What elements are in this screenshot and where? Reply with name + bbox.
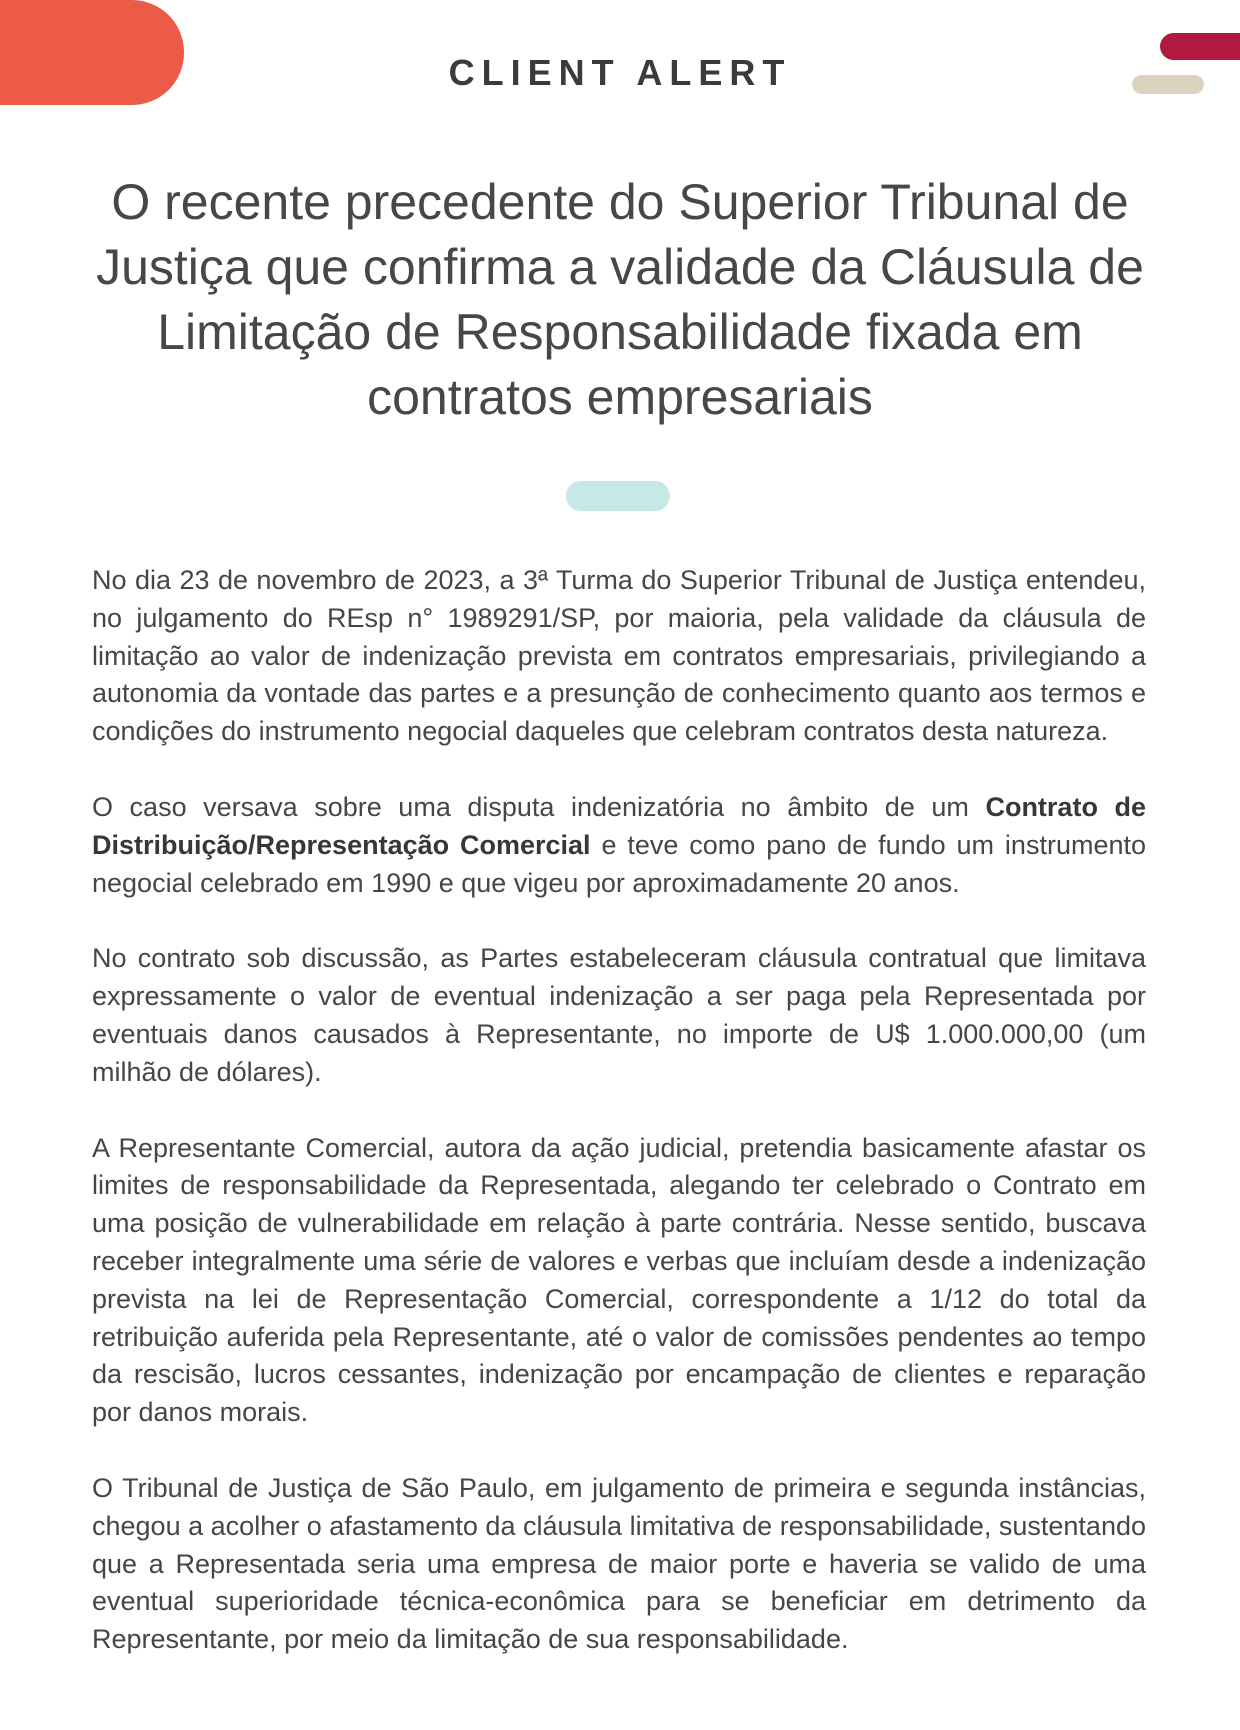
- paragraph-2: [92, 789, 1146, 902]
- paragraph-3: No contrato sob discussão, as Partes estabeleceram cláusula contratual que limitava expressamente o valor de eventual indenização a ser paga pela Representada por eventuais danos causados à Representante, no importe de U$ 1.000.000,00 (um milhão de dólares).: [92, 943, 1146, 1087]
- paragraph-1: No dia 23 de novembro de 2023, a 3ª Turma do Superior Tribunal de Justiça entendeu, no julgamento do REsp n° 1989291/SP, por maioria, pela validade da cláusula de limitação ao valor de indenização prevista em contratos empresariais, privilegiando a autonomia da vontade das partes e a presunção de conhecimento quanto aos termos e condições do instrumento negocial daqueles que celebram contratos desta natureza.: [92, 565, 1146, 747]
- document-body: [92, 562, 1146, 1697]
- document-title: O recente precedente do Superior Tribunal de Justiça que confirma a validade da Cláusula de Limitação de Responsabilidade fixada em contratos empresariais: [96, 174, 1144, 425]
- section-divider: [566, 481, 670, 511]
- client-alert-label: CLIENT ALERT: [448, 52, 792, 93]
- paragraph-2-text-end: e teve como pano de fundo um instrumento negocial celebrado em 1990 e que vigeu por aproximadamente 20 anos.: [92, 829, 1146, 898]
- contract-type-bold: Contrato de Distribuição/Representação Comercial: [92, 791, 1146, 860]
- paragraph-4: A Representante Comercial, autora da ação judicial, pretendia basicamente afastar os limites de responsabilidade da Representada, alegando ter celebrado o Contrato em uma posição de vulnerabilidade em relação à parte contrária. Nesse sentido, buscava receber integralmente uma série de valores e verbas que incluíam desde a indenização prevista na lei de Representação Comercial, correspondente a 1/12 do total da retribuição auferida pela Representante, até o valor de comissões pendentes ao tempo da rescisão, lucros cessantes, indenização por encampação de clientes e reparação por danos morais.: [92, 1132, 1146, 1428]
- paragraph-5: O Tribunal de Justiça de São Paulo, em julgamento de primeira e segunda instâncias, chegou a acolher o afastamento da cláusula limitativa de responsabilidade, sustentando que a Representada seria uma empresa de maior porte e haveria se valido de uma eventual superioridade técnica-econômica para se beneficiar em detrimento da Representante, por meio da limitação de sua responsabilidade.: [92, 1472, 1146, 1655]
- paragraph-2-text-start: O caso versava sobre uma disputa indenizatória no âmbito de um: [92, 791, 986, 822]
